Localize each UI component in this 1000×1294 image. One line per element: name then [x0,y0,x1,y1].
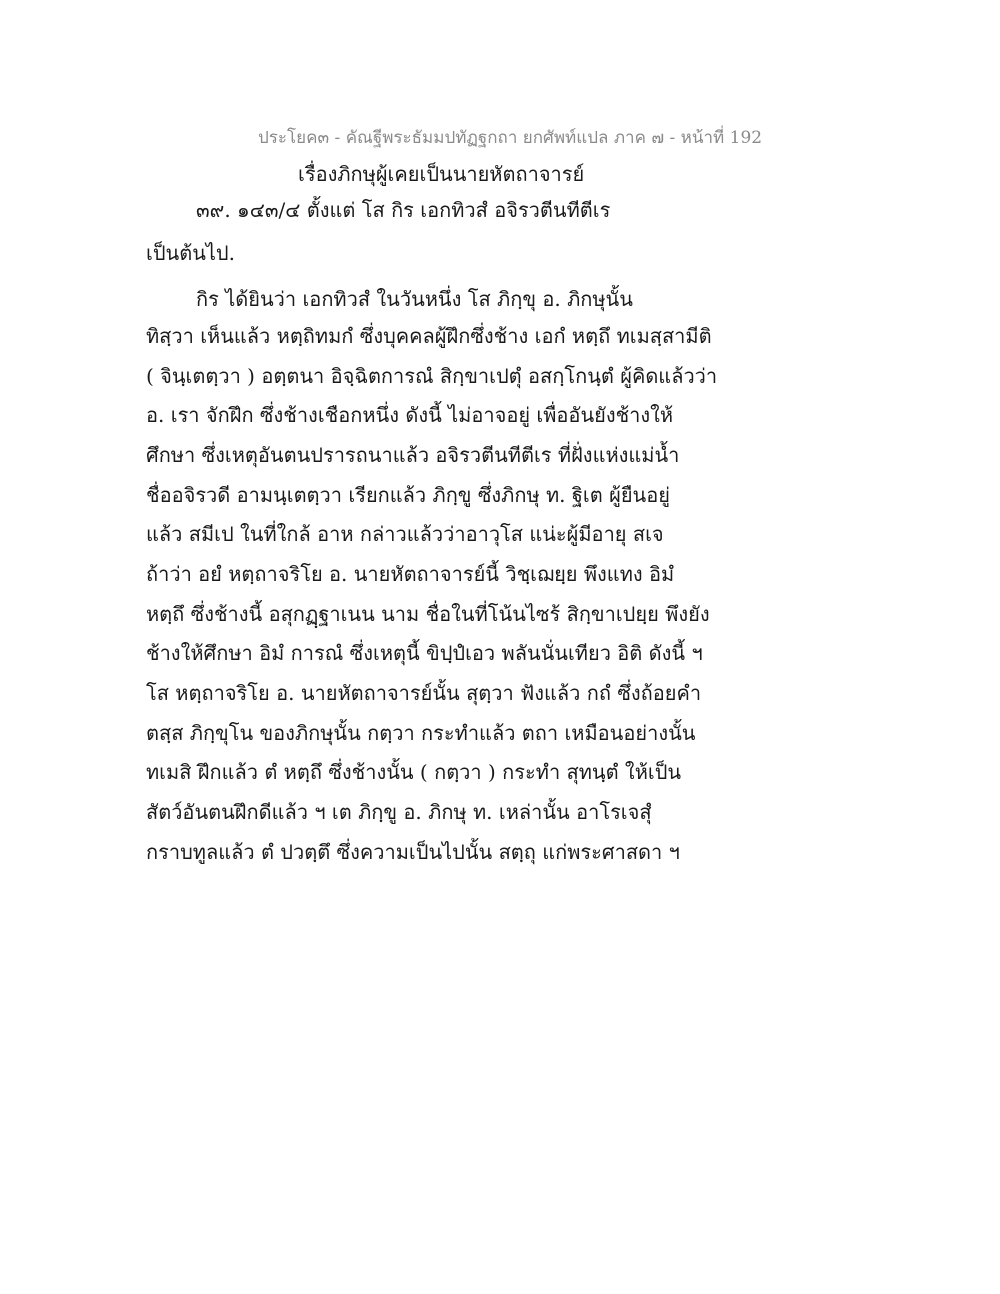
text-line: แล้ว สมีเป ในที่ใกล้ อาห กล่าวแล้วว่าอาวุโส แน่ะผู้มีอายุ สเจ [146,522,664,546]
text-line: ถ้าว่า อยํ หตฺถาจริโย อ. นายหัตถาจารย์นี้ วิชฺเฌยฺย พึงแทง อิมํ [146,562,675,586]
text-line: อ. เรา จักฝึก ซึ่งช้างเชือกหนึ่ง ดังนี้ ไม่อาจอยู่ เพื่ออันยังช้างให้ [146,403,674,427]
text-line: กราบทูลแล้ว ตํ ปวตฺตึ ซึ่งความเป็นไปนั้น สตฺถุ แก่พระศาสดา ฯ [146,840,680,864]
text-line: ๓๙. ๑๔๓/๔ ตั้งแต่ โส กิร เอกทิวสํ อจิรวตีนทีตีเร [196,198,611,222]
text-line: ทิสฺวา เห็นแล้ว หตฺถิทมกํ ซึ่งบุคคลผู้ฝึกซึ่งช้าง เอกํ หตฺถึ ทเมสฺสามีติ [146,324,712,348]
text-line: ชื่ออจิรวดี อามนฺเตตฺวา เรียกแล้ว ภิกฺขู ซึ่งภิกษุ ท. ฐิเต ผู้ยืนอยู่ [146,483,670,507]
text-line: เป็นต้นไป. [146,241,235,265]
text-line: หตฺถึ ซึ่งช้างนี้ อสุกฏฺฐาเนน นาม ชื่อในที่โน้นไซร้ สิกฺขาเปยฺย พึงยัง [146,602,710,626]
story-title: เรื่องภิกษุผู้เคยเป็นนายหัตถาจารย์ [298,162,585,186]
text-line: ช้างให้ศึกษา อิมํ การณํ ซึ่งเหตุนี้ ขิปฺปํเอว พลันนั่นเทียว อิติ ดังนี้ ฯ [146,641,703,665]
text-line: ทเมสิ ฝึกแล้ว ตํ หตฺถึ ซึ่งช้างนั้น ( กตฺวา ) กระทำ สุทนฺตํ ให้เป็น [146,760,682,784]
text-line: สัตว์อันตนฝึกดีแล้ว ฯ เต ภิกฺขู อ. ภิกษุ ท. เหล่านั้น อาโรเจสุํ [146,800,652,824]
text-line: ( จินฺเตตฺวา ) อตฺตนา อิจฺฉิตการณํ สิกฺขาเปตุํ อสกฺโกนฺตํ ผู้คิดแล้วว่า [146,364,718,388]
text-line: ตสฺส ภิกฺขุโน ของภิกษุนั้น กตฺวา กระทำแล้ว ตถา เหมือนอย่างนั้น [146,721,696,745]
running-header: ประโยค๓ - คัณฐีพระธัมมปทัฏฐกถา ยกศัพท์แปล ภาค ๗ - หน้าที่ 192 [258,128,763,148]
text-line: กิร ได้ยินว่า เอกทิวสํ ในวันหนึ่ง โส ภิกฺขุ อ. ภิกษุนั้น [196,287,633,311]
text-line: ศึกษา ซึ่งเหตุอันตนปรารถนาแล้ว อจิรวตีนทีตีเร ที่ฝั่งแห่งแม่น้ำ [146,443,680,467]
text-line: โส หตฺถาจริโย อ. นายหัตถาจารย์นั้น สุตฺวา ฟังแล้ว กถํ ซึ่งถ้อยคำ [146,681,702,705]
